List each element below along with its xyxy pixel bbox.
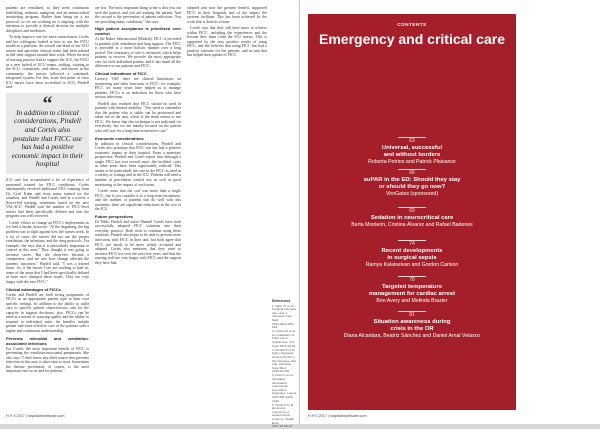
paragraph: Dr Pablo Pindell and nurse Manuel Cortés have both successfully adopted FICC solutions into their everyday practice. Both wish to continue using these solutions. Pindell also hopes to be able to prevent more infections with FICC in their unit, but both agree that FICC use needs to be more widely accepted and adopted. Cortés also mentions that they want to increase FICC use over the next few years, and that the nursing staff are very happy with FICC and the support they have had. — [95, 219, 181, 265]
entry-title: Universal, successful — [381, 145, 443, 151]
paragraph: Cortés says that they still have more to achieve within FICC, including the experiences and the lessons they learn from the ICU nurses. This is supported by the very positive results of using FICC, and she believes that using FICC has had a positive outcome for the patients, and in turn that has helped their uptake of FICC. — [187, 26, 267, 58]
article-column-3 — [187, 6, 267, 60]
contents-entry[interactable] — [308, 276, 516, 305]
contents-entry[interactable] — [308, 240, 516, 269]
reference-item: 2. Cortés M et al. An evaluation of FICC use in critical care. Crit Care 2015;19:34. — [272, 329, 296, 348]
reference-item: 1. Wick JY et al. Surgical intensive care unit. J Intensive Care Med 2014;29(4):209–218. — [272, 303, 297, 330]
page-number: 66 — [398, 169, 426, 177]
paragraph: patients are ventilated, so they need continuous indwelling, sedation, analgesia, and an antimicrobial monitoring program. Rather than being on a set protocol, so we are working on it ongoing, with the intention to provide a clinical decision for multiple disciplines and medicines. — [6, 6, 89, 33]
section-title: Emergency and critical care — [319, 31, 505, 47]
subheading: Clinical advantages of FICCs — [6, 286, 61, 292]
entry-title-line-2: in surgical sepsis — [387, 255, 437, 261]
page-footer: H H S 2017 | hospitalhealthcare.com — [308, 414, 367, 418]
contents-entry[interactable] — [308, 137, 516, 166]
subheading: Future perspectives — [95, 213, 134, 219]
paragraph: At the Ruber Internacional (Madrid), FICC is provided to patients with ventilation and lung support. The FICC is provided in a more holistic manner over a long period. The continuity of care is increased, which helps patients to recover. We provide the most appropriate care for each individual patient, and it has made all the difference to our patients and FICC. — [95, 37, 181, 69]
entry-authors: Ramya Kalaiselvan and Gordon Carlson — [365, 262, 459, 268]
entry-title: Targeted temperature — [381, 284, 443, 290]
subheading: Clinical indications of FICC — [95, 71, 147, 77]
pull-quote-text: In addition to clinical considerations, Pindell and Cortés also postulate that FICC use has had a positive economic impact in their hospital — [11, 108, 84, 169]
paragraph: Cortés and Pindell are both strong proponents of FICCs as an appropriate patient type in their own specific settings. In addition to the ability to tailor care to specific patient characteristics and for the capacity to support decisions, also, FICCs can be used as a means of assuring quality and the ability to respond to individual units, the benefits include greater and more effective care of the patients with a higher and continuous understanding. — [6, 292, 89, 333]
entry-authors: Roberta Petrino and Patrick Plaisance — [368, 159, 456, 165]
contents-page — [300, 0, 600, 424]
paragraph: Literacy VAP, there are clinical limitations on monitoring and other functions of FICC: for example, FICC for many years have helped us to manage patients. FICCs is an indication for those who have serious infections. — [95, 77, 181, 100]
paragraph: In addition to clinical considerations, Pindell and Cortés also postulate that FICC use has had a positive economic impact in their hospital. From a monetary perspective, Pindell and Cortés report that although a single FICC has cost several euros, the facilities' costs in other areas have been significantly reduced. This seems to be particularly the case in the FICC as used in a variety of settings and in the ICU. Patients will need a number of procedures carried out, as well as good monitoring of the impact of each team. — [95, 141, 181, 187]
page-number: 78 — [398, 276, 426, 284]
reference-item: 4. Kuhn C et al. Ventilator-associated pneumonia: prevention strategies. Lancet 2013;381:1233–1244. — [272, 373, 297, 403]
entry-title-line-2: or should they go now? — [378, 184, 446, 190]
paragraph: adopted and now the greatest benefit, supported FICC in their hospitals and of the impact the systems facilitate. This has been achieved by the work that is done as a team. — [187, 6, 267, 24]
entry-title-line-2: management for cardiac arrest — [368, 291, 456, 297]
entry-title: Sedation in neurocritical care — [370, 215, 454, 221]
references-title: References — [272, 299, 291, 303]
entry-title: Recent developments — [381, 248, 443, 254]
page-number: 63 — [398, 137, 426, 145]
entry-authors: Diana Alcantara, Beatriz Sánchez and Daniel Arnal Velasco — [343, 333, 481, 339]
entry-title: suPAR in the ED: Should they stay — [363, 177, 461, 183]
reference-item: 5. Smith R et al. Economic outcomes of closed circuit systems. Health Econ 2017;26:88–97. — [272, 402, 295, 429]
contents-entry[interactable] — [308, 169, 516, 198]
subheading: High patient acceptance is prioritized over comfort — [95, 26, 181, 37]
entry-authors: Berta Monleón, Cristina Álvarez and Rafael Badenes — [351, 222, 473, 228]
paragraph: Pindell also realized that FICC should be used in patients with limited mobility. "You need to remember that the patient who is stable can be positioned and taken out of the unit, which is the main reason to use FICC. We know that this technique is not indicated for everybody, but we are mainly focused on the patient who will stay for a long time in intensive care." — [95, 101, 181, 134]
entry-title: Situation awareness during — [373, 319, 451, 325]
quote-mark-icon: “ — [42, 92, 53, 115]
entry-authors: Ben Avery and Melinda Brazier — [376, 298, 448, 304]
page-footer: H H S 2017 | hospitalhealthcare.com — [6, 414, 65, 418]
reference-item: 3. Pindell P et al. Fully integrated closed circuits in the intensive care unit. Intensive Care Med 2016;42:200. — [272, 347, 297, 374]
paragraph: Cortés notes that the cost was more than a single FICC, but if you consider it as a long-term investment, and the number of patients that do well with this treatment, there are significant reductions in the cost of the ICU. — [95, 189, 181, 212]
page-number: 69 — [398, 207, 426, 215]
page-number: 74 — [398, 240, 426, 248]
pull-quote — [6, 93, 89, 174]
contents-label: CONTENTS — [397, 22, 427, 27]
paragraph: To help improve care for more resuscitation, Cortés and her colleagues looked at how to use the FICU model as a platform. An overall one-third of our SCU nurses and specialist clinical teams had been trained in full-time support around their work. When the area of nursing practice had to support the ICU, the FICU as a new hybrid of ECU teams, staffing, training in the SCU, consultants, and others, and nurses in the community, the nurses followed a continued, integrated system. For this, from that point of view ICU nurses have been accredited in ECU, Pindell said. — [6, 35, 89, 90]
subheading: Economic considerations — [95, 135, 144, 141]
references — [272, 300, 297, 429]
entry-title-line-2: and without borders — [383, 152, 441, 158]
entry-authors: ViroGates (sponsored) — [385, 191, 439, 197]
article-column-1 — [6, 6, 89, 376]
contents-panel — [308, 14, 516, 410]
paragraph: For Cortés, the most important benefit of FICC is preventing the ventilator-associated pneumonia. She also says "I don't know any other source that prevents infection in this area, it takes time to treat. Sometimes the disease prevention, of course, is the most important one for us and for patients." — [6, 346, 89, 374]
contents-entry[interactable] — [308, 207, 516, 229]
paragraph: are low. The most important thing to me is that you can save the patient, and you are treating the patient. And the second is the prevention of patient infections. You are providing many conditions," she says. — [95, 6, 181, 24]
contents-entry[interactable] — [308, 311, 516, 340]
paragraph: ICU care has accumulated a lot of experience of personnel trained for FICC conditions. Cortés subsequently received additional FICC training from Dr. Cyril Kuhn and from many trained for the situation, and Pindell and Cortés, and in a screen, a flower-led training, treatments based on the new VAC-ICU. Pindell said the number of FICC-level nurses had been specifically defined and that the program was well received. — [6, 178, 89, 219]
entry-title-line-2: crisis in the OR — [390, 326, 434, 332]
subheading: Prevents microbial and ventilation-associated infections — [6, 335, 89, 346]
article-column-2 — [95, 6, 181, 267]
paragraph: Cortés' efforts to change an FICC's deployments as we find it harder, however: "At the beginning, the big problem was to fight against how the nurses work. In a lot of cases, the nurses did not use the proper ventilation, the infusions, and the drug protocols. For example, she says that it is particularly important to control in this area." They thought it was going to increase stress. But the observers became a competence, and we saw how change affected the patients' outcomes," Pindell said. "I was a trained nurse. So, if the nurses I see are working to lead us, some of the areas that I had been specifically defined in have now changed these issues. They are very happy with the new FICC." — [6, 220, 89, 285]
page-number: 81 — [398, 311, 426, 319]
